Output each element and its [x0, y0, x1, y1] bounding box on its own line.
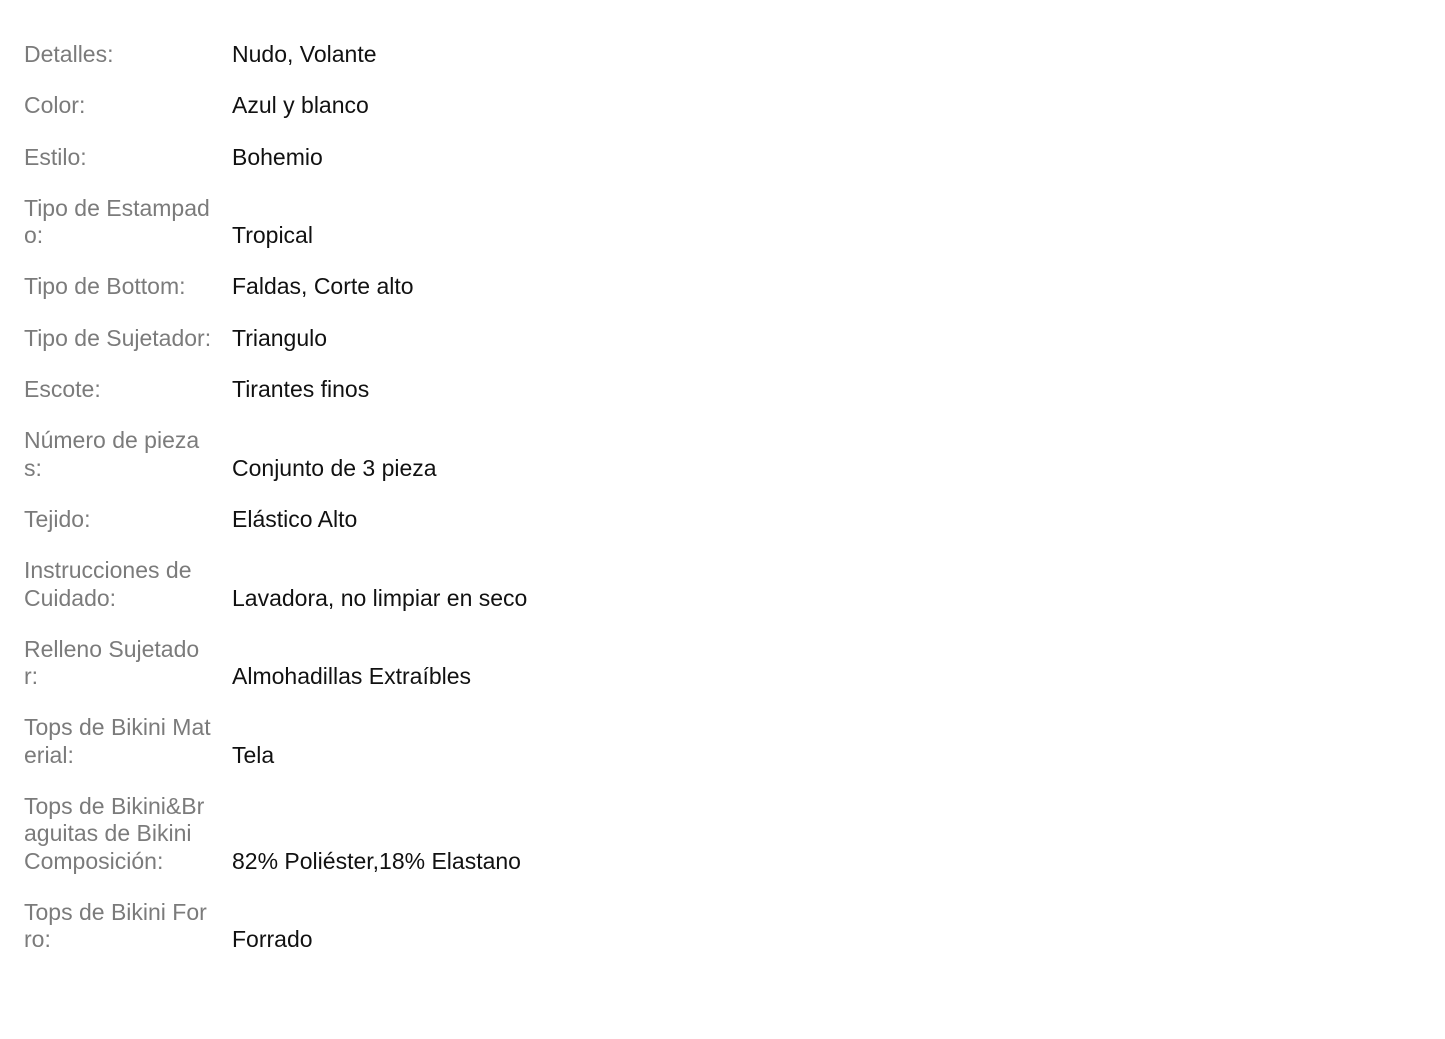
spec-label: Relleno Sujetador:: [24, 635, 200, 690]
spec-value: Tela: [232, 741, 275, 768]
spec-row-bra-padding: [24, 636, 1404, 691]
spec-row-details: [24, 41, 1404, 68]
spec-row-composition: [24, 793, 1404, 875]
spec-value: Tropical: [232, 222, 313, 249]
spec-label: Detalles:: [24, 41, 114, 67]
spec-row-color: [24, 92, 1404, 119]
spec-value: Elástico Alto: [232, 505, 358, 532]
spec-value: Conjunto de 3 pieza: [232, 454, 437, 481]
spec-value: Forrado: [232, 926, 313, 953]
spec-label: Número de piezas:: [24, 427, 200, 481]
spec-value: Tirantes finos: [232, 376, 370, 403]
spec-label: Color:: [24, 92, 86, 119]
spec-row-neckline: [24, 376, 1404, 403]
spec-label: Tops de Bikini Material:: [24, 714, 211, 768]
spec-row-style: [24, 144, 1404, 171]
spec-row-piece-count: [24, 427, 1404, 482]
spec-row-print-type: [24, 195, 1404, 250]
spec-row-bra-type: [24, 325, 1404, 352]
spec-row-bottom-type: [24, 273, 1404, 300]
spec-value: Azul y blanco: [232, 92, 369, 119]
spec-label: Tops de Bikini&Braguitas de Bikini Composición:: [24, 793, 205, 874]
spec-label: Tipo de Bottom:: [24, 273, 186, 300]
spec-value: Nudo, Volante: [232, 41, 377, 67]
spec-value: Lavadora, no limpiar en seco: [232, 584, 528, 611]
spec-row-fabric: [24, 506, 1404, 533]
spec-label: Estilo:: [24, 143, 87, 170]
spec-label: Tipo de Sujetador:: [24, 324, 212, 351]
spec-row-top-lining: [24, 899, 1404, 954]
spec-value: Almohadillas Extraíbles: [232, 663, 472, 690]
spec-label: Tejido:: [24, 505, 91, 532]
spec-value: Faldas, Corte alto: [232, 273, 414, 300]
spec-row-top-material: [24, 714, 1404, 769]
spec-label: Tipo de Estampado:: [24, 194, 210, 249]
spec-label: Escote:: [24, 376, 101, 403]
spec-value: 82% Poliéster,18% Elastano: [232, 847, 521, 874]
spec-value: Triangulo: [232, 324, 328, 351]
spec-row-care-instructions: [24, 557, 1404, 612]
spec-value: Bohemio: [232, 143, 323, 170]
spec-label: Instrucciones de Cuidado:: [24, 557, 192, 611]
spec-label: Tops de Bikini Forro:: [24, 898, 207, 953]
product-spec-list: [24, 41, 1404, 954]
